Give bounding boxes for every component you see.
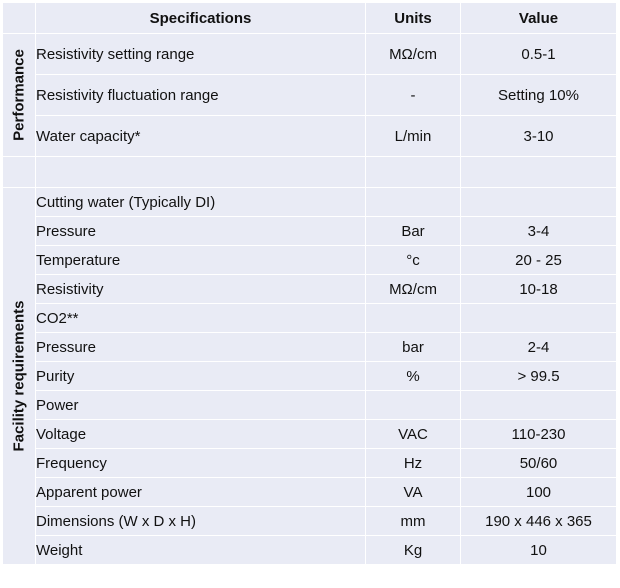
section-label: Cutting water (Typically DI)	[36, 188, 366, 217]
table-row	[3, 217, 617, 246]
table-row	[3, 116, 617, 157]
value-cell: 190 x 446 x 365	[461, 507, 617, 536]
table-row	[3, 536, 617, 565]
value-cell: > 99.5	[461, 362, 617, 391]
unit-cell: MΩ/cm	[366, 275, 461, 304]
spec-label: Water capacity*	[36, 116, 366, 157]
section-label: Power	[36, 391, 366, 420]
value-cell	[461, 188, 617, 217]
value-cell: Setting 10%	[461, 75, 617, 116]
value-cell: 2-4	[461, 333, 617, 362]
table-row	[3, 275, 617, 304]
value-cell	[461, 391, 617, 420]
table-row	[3, 391, 617, 420]
value-cell: 0.5-1	[461, 34, 617, 75]
spec-label: Temperature	[36, 246, 366, 275]
value-cell	[461, 304, 617, 333]
unit-cell: Bar	[366, 217, 461, 246]
spec-label: Pressure	[36, 333, 366, 362]
value-cell: 20 - 25	[461, 246, 617, 275]
unit-cell: VA	[366, 478, 461, 507]
spec-label: Purity	[36, 362, 366, 391]
table-row	[3, 507, 617, 536]
unit-cell: bar	[366, 333, 461, 362]
facility-group-cell	[3, 188, 36, 565]
spacer-row	[3, 157, 617, 188]
unit-cell: Hz	[366, 449, 461, 478]
table-row	[3, 75, 617, 116]
spacer-cell	[36, 157, 366, 188]
performance-group-label: Performance	[10, 49, 28, 141]
value-cell: 50/60	[461, 449, 617, 478]
spacer-cell	[366, 157, 461, 188]
unit-cell: L/min	[366, 116, 461, 157]
value-cell: 100	[461, 478, 617, 507]
spec-label: Resistivity setting range	[36, 34, 366, 75]
spacer-cell	[461, 157, 617, 188]
table-row	[3, 246, 617, 275]
table-row	[3, 362, 617, 391]
unit-cell: mm	[366, 507, 461, 536]
spec-label: Pressure	[36, 217, 366, 246]
header-specifications: Specifications	[36, 3, 366, 34]
header-value: Value	[461, 3, 617, 34]
value-cell: 3-10	[461, 116, 617, 157]
spec-label: Frequency	[36, 449, 366, 478]
value-cell: 10	[461, 536, 617, 565]
unit-cell: -	[366, 75, 461, 116]
unit-cell: %	[366, 362, 461, 391]
value-cell: 10-18	[461, 275, 617, 304]
performance-group-cell	[3, 34, 36, 157]
unit-cell	[366, 391, 461, 420]
spec-label: Resistivity fluctuation range	[36, 75, 366, 116]
header-units: Units	[366, 3, 461, 34]
table-row	[3, 188, 617, 217]
table-row	[3, 449, 617, 478]
spec-label: Weight	[36, 536, 366, 565]
unit-cell: Kg	[366, 536, 461, 565]
header-row	[3, 3, 617, 34]
unit-cell: °c	[366, 246, 461, 275]
table-row	[3, 304, 617, 333]
table-row	[3, 34, 617, 75]
section-label: CO2**	[36, 304, 366, 333]
unit-cell: MΩ/cm	[366, 34, 461, 75]
value-cell: 3-4	[461, 217, 617, 246]
header-blank	[3, 3, 36, 34]
spec-label: Apparent power	[36, 478, 366, 507]
table-row	[3, 478, 617, 507]
facility-group-label: Facility requirements	[10, 300, 28, 452]
table-row	[3, 333, 617, 362]
unit-cell: VAC	[366, 420, 461, 449]
unit-cell	[366, 188, 461, 217]
table-row	[3, 420, 617, 449]
spec-label: Voltage	[36, 420, 366, 449]
specifications-table	[2, 2, 617, 565]
spacer-cell	[3, 157, 36, 188]
unit-cell	[366, 304, 461, 333]
value-cell: 110-230	[461, 420, 617, 449]
spec-label: Resistivity	[36, 275, 366, 304]
spec-label: Dimensions (W x D x H)	[36, 507, 366, 536]
